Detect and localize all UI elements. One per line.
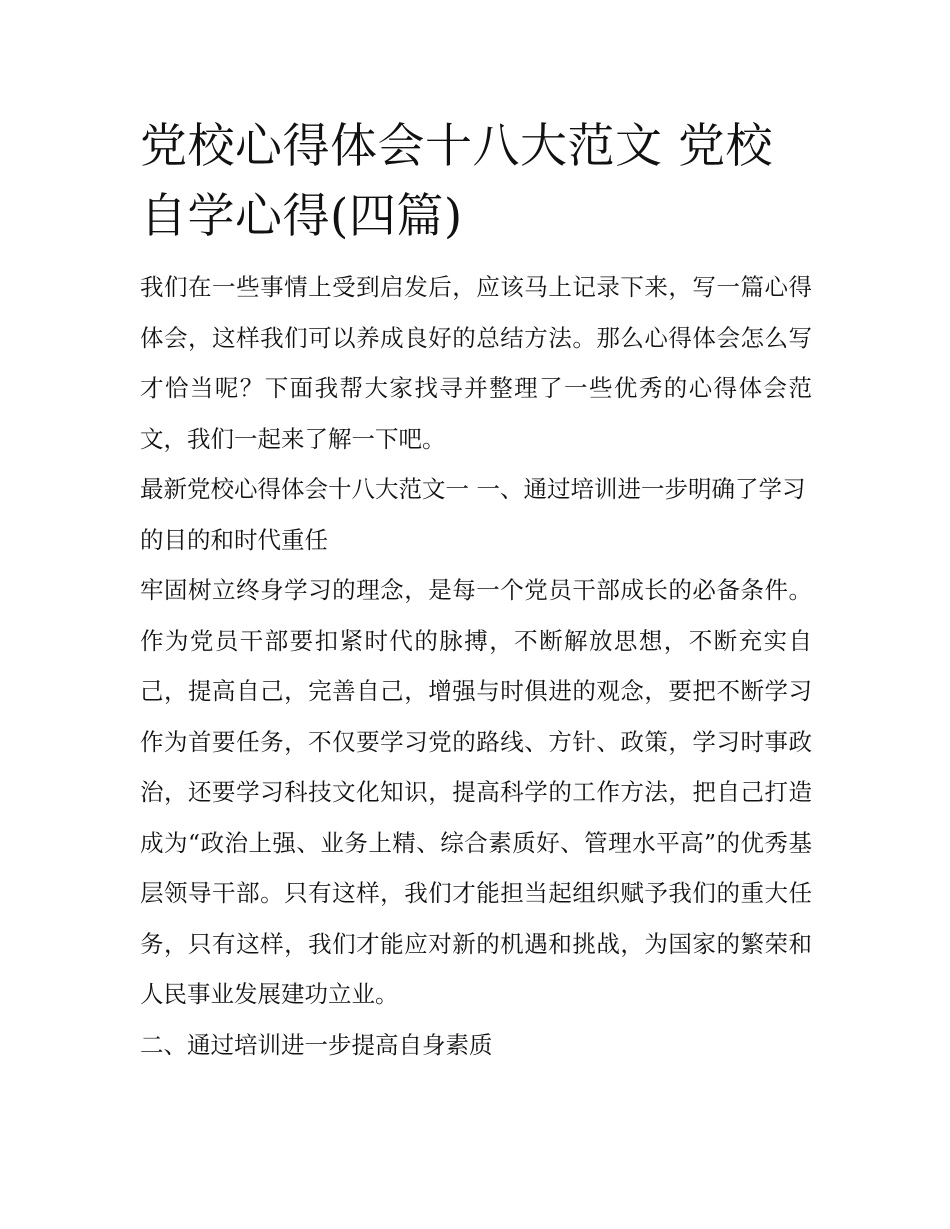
section-two-heading: 二、通过培训进一步提高自身素质 — [140, 1030, 493, 1059]
document-title: 党校心得体会十八大范文 党校自学心得(四篇) — [140, 119, 773, 244]
intro-paragraph: 我们在一些事情上受到启发后，应该马上记录下来，写一篇心得体会，这样我们可以养成良好的总结方法。那么心得体会怎么写才恰当呢？下面我帮大家找寻并整理了一些优秀的心得体会范文，我们一起来了解一下吧。 — [140, 273, 812, 453]
section-one-heading: 最新党校心得体会十八大范文一 一、通过培训进一步明确了学习的目的和时代重任 — [140, 475, 806, 554]
section-one-paragraph: 牢固树立终身学习的理念，是每一个党员干部成长的必备条件。作为党员干部要扣紧时代的脉搏，不断解放思想，不断充实自己，提高自己，完善自己，增强与时俱进的观念，要把不断学习作为首要任务，不仅要学习党的路线、方针、政策，学习时事政治，还要学习科技文化知识，提高科学的工作方法，把自己打造成为“政治上强、业务上精、综合素质好、管理水平高”的优秀基层领导干部。只有这样，我们才能担当起组织赋予我们的重大任务，只有这样，我们才能应对新的机遇和挑战，为国家的繁荣和人民事业发展建功立业。 — [140, 576, 812, 1008]
document-body — [140, 112, 812, 1070]
